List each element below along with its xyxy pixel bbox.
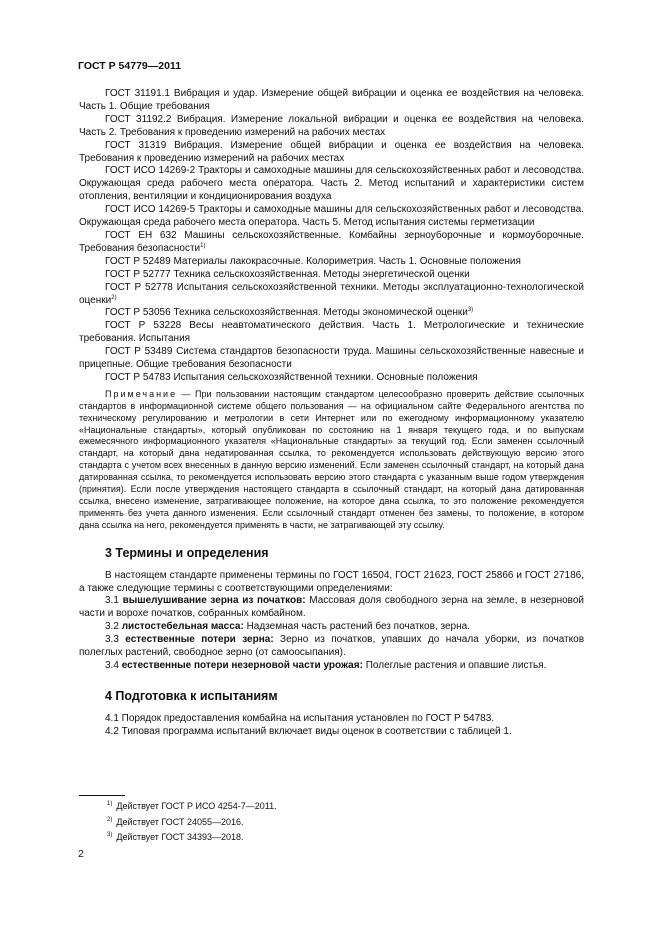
term-definition: 3.2 листостебельная масса: Надземная часть растений без початков, зерна. xyxy=(105,621,470,633)
footnote: $^{1)}$ Действует ГОСТ Р ИСО 4254-7—2011. xyxy=(107,801,277,811)
section-3-heading: 3 Термины и определения xyxy=(105,545,269,560)
term-name: естественные потери незерновой части урожая: xyxy=(121,659,363,671)
normative-references-list xyxy=(79,88,584,385)
note-text: — При пользовании настоящим стандартом целесообразно проверить действие ссылочных стандартов в информационной системе общего пользования — на официальном сайте Федерального агентства по техническому регулированию и метрологии в сети Интернет или по ежегодному информационному указателю «Национальные стандарты», который опубликован по состоянию на 1 января текущего года, и по выпускам ежемесячного информационного указателя «Национальные стандарты» за текущий год. Если заменен ссылочный стандарт, на который дана недатированная ссылка, то рекомендуется использовать действующую версию этого стандарта с учетом всех внесенных в данную версию изменений. Если заменен ссылочный стандарт, на который дана датированная ссылка, то рекомендуется использовать версию этого стандарта с указанным выше годом утверждения (принятия). Если после утверждения настоящего стандарта в ссылочный стандарт, на который дана датированная ссылка, внесено изменение, затрагивающее положение, на которое дана ссылка, то это положение рекомендуется применять без учета данного изменения. Если ссылочный стандарт отменен без замены, то положение, в котором дана ссылка на него, рекомендуется применять в части, не затрагивающей эту ссылку. xyxy=(79,388,584,530)
term-definition: 3.1 вышелушивание зерна из початков: Массовая доля свободного зерна на земле, в незерновой части и ворохе початков, собранных комбайном. xyxy=(79,595,584,620)
footnote: $^{2)}$ Действует ГОСТ 24055—2016. xyxy=(107,816,244,827)
reference-item: ГОСТ ИСО 14269-5 Тракторы и самоходные машины для сельскохозяйственных работ и лесоводства. Окружающая среда рабочего места оператора. Часть 5. Метод испытания системы герметизации xyxy=(79,204,584,229)
note-label: Примечание xyxy=(105,388,178,399)
footnote: $^{3)}$ Действует ГОСТ 34393—2018. xyxy=(107,832,244,843)
footnote-separator xyxy=(79,795,125,796)
running-header: ГОСТ Р 54779—2011 xyxy=(78,60,182,72)
section-3-intro: В настоящем стандарте применены термины по ГОСТ 16504, ГОСТ 21623, ГОСТ 25866 и ГОСТ 27186, а также следующие термины с соответствующими определениями: xyxy=(79,569,584,594)
main-content xyxy=(79,88,584,739)
reference-item: ГОСТ Р 52778 Испытания сельскохозяйственной техники. Методы эксплуатационно-технологической оценки$^{2)}$ xyxy=(79,281,584,306)
term-name: вышелушивание зерна из початков: xyxy=(122,595,306,607)
term-definition: 3.4 естественные потери незерновой части урожая: Полеглые растения и опавшие листья. xyxy=(105,659,547,671)
reference-item: ГОСТ Р 52777 Техника сельскохозяйственная. Методы энергетической оценки xyxy=(105,268,470,280)
reference-item: ГОСТ ЕН 632 Машины сельскохозяйственные. Комбайны зерноуборочные и кормоуборочные. Требования безопасности$^{1)}$ xyxy=(79,229,584,254)
term-definition: 3.3 естественные потери зерна: Зерно из початков, упавших до начала уборки, из початков полеглых растений, свободное зерно (от самоосыпания). xyxy=(79,634,585,659)
note-paragraph xyxy=(79,389,584,532)
footnotes xyxy=(107,799,277,846)
reference-item: ГОСТ Р 53228 Весы неавтоматического действия. Часть 1. Метрологические и технические требования. Испытания xyxy=(79,320,584,345)
section-4-heading: 4 Подготовка к испытаниям xyxy=(105,688,278,703)
reference-item: ГОСТ ИСО 14269-2 Тракторы и самоходные машины для сельскохозяйственных работ и лесоводства. Окружающая среда рабочего места оператора. Часть 2. Метод испытаний и характеристики систем отопления, вентиляции и кондиционирования воздуха xyxy=(79,165,584,203)
reference-item: ГОСТ Р 54783 Испытания сельскохозяйственной техники. Основные положения xyxy=(105,371,478,383)
reference-item: ГОСТ 31192.2 Вибрация. Измерение локальной вибрации и оценка ее воздействия на человека. Часть 2. Требования к проведению измерений на рабочих местах xyxy=(79,113,584,138)
footnote-ref: 1) xyxy=(200,242,206,249)
reference-item: ГОСТ 31191.1 Вибрация и удар. Измерение общей вибрации и оценка ее воздействия на человека. Часть 1. Общие требования xyxy=(79,88,584,112)
footnote-ref: 3) xyxy=(467,307,474,314)
page-number: 2 xyxy=(78,848,84,860)
reference-item: ГОСТ Р 53489 Система стандартов безопасности труда. Машины сельскохозяйственные навесные и прицепные. Общие требования безопасности xyxy=(79,346,584,371)
reference-item: ГОСТ 31319 Вибрация. Измерение общей вибрации и оценка ее воздействия на человека. Требования к проведению измерений на рабочих местах xyxy=(79,139,584,164)
section-4-item: 4.1 Порядок предоставления комбайна на испытания установлен по ГОСТ Р 54783. xyxy=(105,712,495,724)
reference-item: ГОСТ Р 52489 Материалы лакокрасочные. Колориметрия. Часть 1. Основные положения xyxy=(105,255,521,267)
section-4-item: 4.2 Типовая программа испытаний включает виды оценок в соответствии с таблицей 1. xyxy=(105,725,512,737)
reference-item: ГОСТ Р 53056 Техника сельскохозяйственная. Методы экономической оценки$^{3)}$ xyxy=(105,307,474,319)
term-name: естественные потери зерна: xyxy=(125,634,274,646)
footnote-ref: 2) xyxy=(111,294,117,301)
term-name: листостебельная масса: xyxy=(121,621,244,633)
